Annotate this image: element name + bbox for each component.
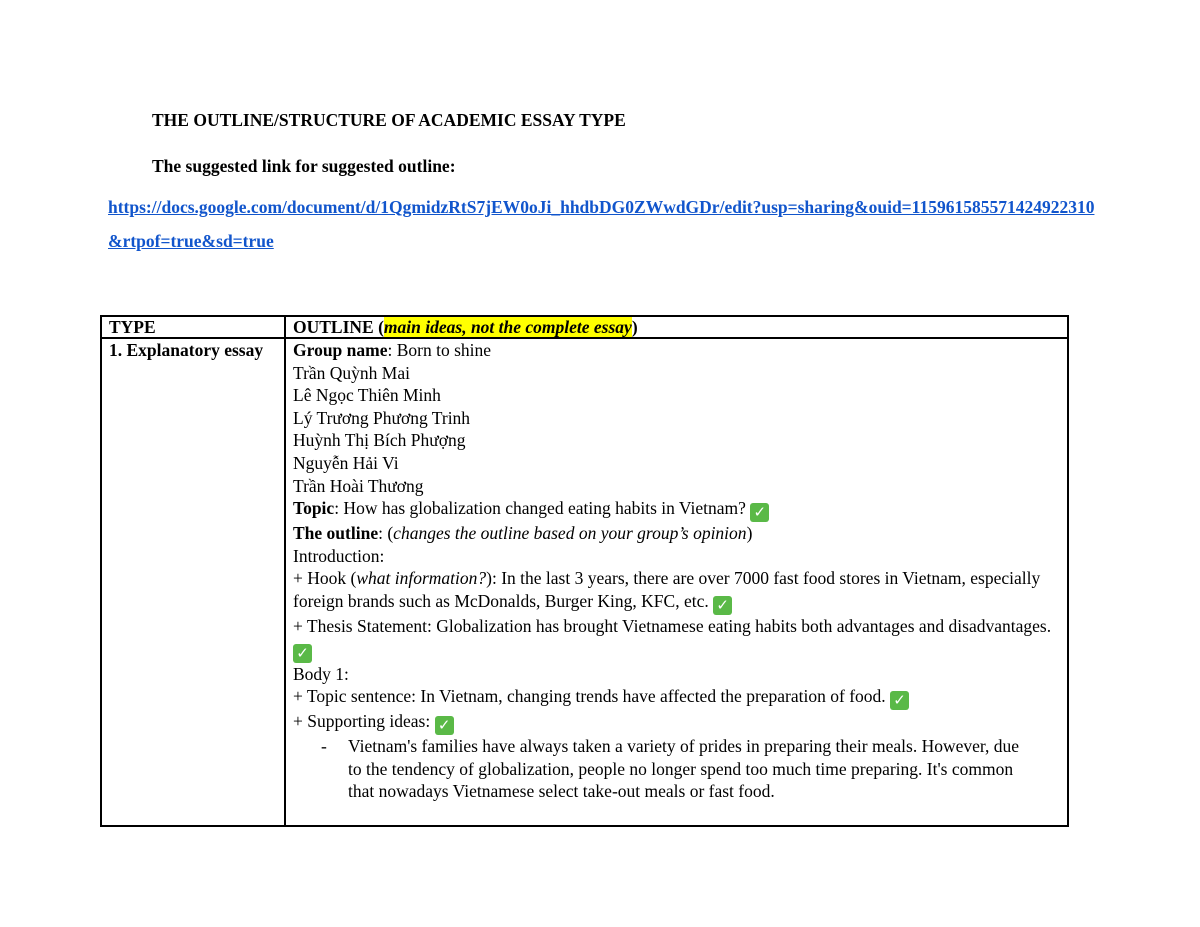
outline-header-suffix: ) [631, 317, 638, 337]
link-label: The suggested link for suggested outline: [152, 156, 456, 176]
outline-table [100, 315, 1069, 827]
outline-label: The outline [293, 523, 379, 544]
thesis-text: + Thesis Statement: Globalization has brought Vietnamese eating habits both advantages and disadvantages. [293, 615, 1052, 636]
supporting-text: + Supporting ideas: [293, 711, 435, 732]
member-name: Nguyễn Hải Vi [293, 452, 399, 473]
introduction-heading: Introduction: [293, 545, 385, 566]
member-name: Lý Trương Phương Trinh [293, 407, 471, 428]
member-name: Lê Ngọc Thiên Minh [293, 385, 441, 406]
body1-heading: Body 1: [293, 663, 349, 684]
checkmark-icon: ✓ [293, 644, 312, 663]
type-header: TYPE [101, 316, 285, 338]
suggested-outline-link[interactable]: https://docs.google.com/document/d/1QgmidzRtS7jEW0oJi_hhdbDG0ZWwdGDr/edit?usp=sharing&ouid=115961585571424922310&rtpof=true&sd=true [108, 197, 1095, 251]
document-title: THE OUTLINE/STRUCTURE OF ACADEMIC ESSAY TYPE [152, 110, 626, 130]
outline-note-prefix: : ( [378, 523, 394, 544]
checkmark-icon: ✓ [750, 503, 769, 522]
supporting-ideas-line [293, 710, 1067, 735]
table-row [101, 338, 1068, 826]
table-header-row [101, 316, 1068, 338]
topic-label: Topic [293, 498, 335, 519]
hook-prefix: + Hook ( [293, 568, 357, 589]
list-item [293, 735, 1067, 803]
checkmark-icon: ✓ [435, 716, 454, 735]
group-value: : Born to shine [387, 340, 492, 360]
outline-header-prefix: OUTLINE ( [293, 317, 384, 337]
hook-line [293, 567, 1067, 615]
bullet-dash: - [321, 736, 327, 757]
outline-content-cell [285, 338, 1068, 826]
topic-sentence-text: + Topic sentence: In Vietnam, changing trends have affected the preparation of food. [293, 686, 891, 707]
member-name: Huỳnh Thị Bích Phượng [293, 430, 466, 451]
topic-line [293, 497, 1067, 522]
group-name-line [293, 339, 1067, 362]
essay-type-cell: 1. Explanatory essay [101, 338, 285, 826]
thesis-line [293, 615, 1067, 663]
outline-header [285, 316, 1068, 338]
topic-sentence-line [293, 685, 1067, 710]
outline-note: changes the outline based on your group’s opinion [393, 523, 747, 544]
bullet-text: Vietnam's families have always taken a variety of prides in preparing their meals. However, due to the tendency of globalization, people no longer spend too much time preparing. It's common that nowadays Vietnamese select take-out meals or fast food. [348, 736, 1020, 802]
hook-italic: what information? [356, 568, 487, 589]
hook-rest: ): In the last 3 years, there are over 7000 fast food stores in Vietnam, especially foreign brands such as McDonalds, Burger King, KFC, etc. [293, 568, 1041, 611]
group-label: Group name [293, 340, 388, 360]
topic-value: : How has globalization changed eating habits in Vietnam? [334, 498, 751, 519]
outline-note-suffix: ) [746, 523, 753, 544]
checkmark-icon: ✓ [713, 596, 732, 615]
checkmark-icon: ✓ [890, 691, 909, 710]
member-name: Trần Hoài Thương [293, 475, 424, 496]
outline-header-highlight: main ideas, not the complete essay [383, 317, 632, 337]
member-name: Trần Quỳnh Mai [293, 362, 410, 383]
outline-line [293, 522, 1067, 545]
